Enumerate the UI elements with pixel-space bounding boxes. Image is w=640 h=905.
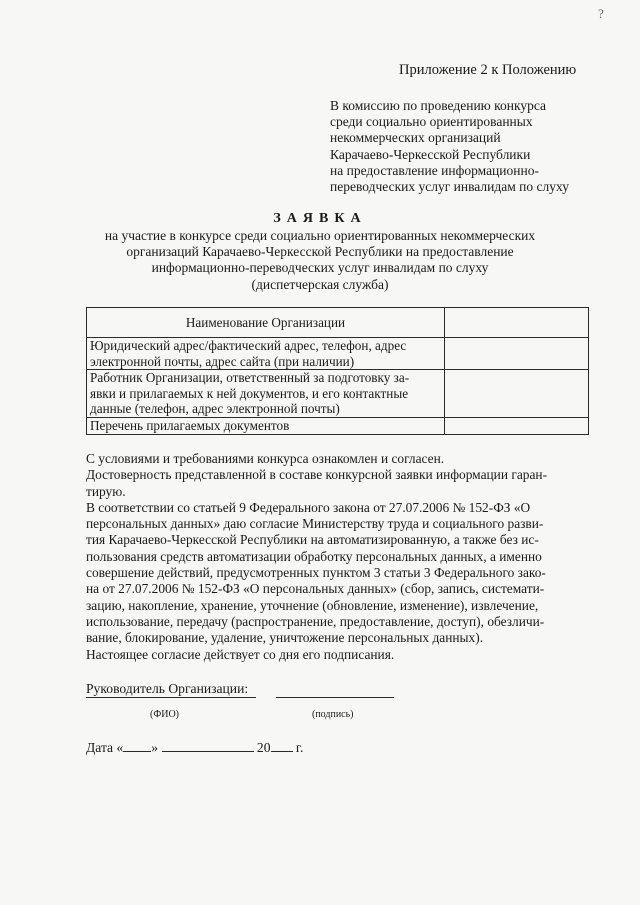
documents-list-value[interactable] [445,417,589,434]
text-line: персональных данных» даю согласие Министерству труда и социального разви- [86,516,544,532]
corner-mark: ? [598,6,604,21]
year-blank[interactable] [271,739,293,752]
cell-line: данные (телефон, адрес электронной почты) [90,401,340,417]
signature-caption: (подпись) [312,709,354,720]
date-mid: » [151,740,159,755]
text-line: тирую. [86,483,126,499]
organization-name-label: Наименование Организации [87,308,445,338]
responsible-person-value[interactable] [445,370,589,418]
responsible-person-label [87,370,445,418]
date-suffix: г. [292,740,304,755]
consent-text [86,451,590,663]
subtitle-line: информационно-переводческих услуг инвалидам по слуху [151,260,489,276]
manager-signature-label: Руководитель Организации: [86,681,249,696]
cell-line: Юридический адрес/фактический адрес, телефон, адрес [90,338,407,353]
text-line: В соответствии со статьей 9 Федерального закона от 27.07.2006 № 152-ФЗ «О [86,499,531,515]
table-row [87,370,589,418]
address-label [87,338,445,370]
addressee-line: среди социально ориентированных [330,114,533,130]
cell-line: электронной почты, адрес сайта (при наличии) [90,353,355,369]
document-subtitle [70,228,570,293]
date-prefix: Дата « [86,740,124,755]
addressee-block [330,98,569,195]
document-title: ЗАЯВКА [273,211,367,226]
day-blank[interactable] [123,739,151,752]
subtitle-line: (диспетчерская служба) [251,276,389,292]
address-value[interactable] [445,338,589,370]
addressee-line: В комиссию по проведению конкурса [330,98,546,113]
month-blank[interactable] [162,739,254,752]
addressee-line: Карачаево-Черкесской Республики [330,146,531,162]
subtitle-line: организаций Карачаево-Черкесской Республики на предоставление [126,244,514,260]
organization-name-value[interactable] [445,308,589,338]
text-line: тия Карачаево-Черкесской Республики на автоматизированную, а также без ис- [86,532,539,548]
fio-caption: (ФИО) [150,709,180,720]
addressee-line: переводческих услуг инвалидам по слуху [330,179,569,195]
fio-line[interactable] [86,697,256,698]
cell-line: Перечень прилагаемых документов [90,417,290,433]
table-row [87,308,589,338]
subtitle-line: на участие в конкурсе среди социально ориентированных некоммерческих [104,228,536,243]
addressee-line: на предоставление информационно- [330,162,539,178]
text-line: вание, блокирование, удаление, уничтожение персональных данных). [86,630,484,646]
date-row [86,739,303,756]
text-line: С условиями и требованиями конкурса ознакомлен и согласен. [86,451,445,466]
documents-list-label [87,417,445,434]
application-table [86,307,589,435]
text-line: Достоверность представленной в составе конкурсной заявки информации гаран- [86,467,548,483]
appendix-reference: Приложение 2 к Положению [399,62,577,78]
text-line: пользования средств автоматизации обработку персональных данных, а именно [86,548,542,564]
table-row [87,417,589,434]
text-line: Настоящее согласие действует со дня его подписания. [86,646,395,662]
addressee-line: некоммерческих организаций [330,130,501,146]
text-line: совершение действий, предусмотренных пунктом 3 статьи 3 Федерального зако- [86,565,546,581]
signature-line[interactable] [276,697,394,698]
cell-line: Работник Организации, ответственный за подготовку за- [90,370,410,386]
text-line: зацию, накопление, хранение, уточнение (обновление, изменение), извлечение, [86,597,539,613]
text-line: на от 27.07.2006 № 152-ФЗ «О персональных данных» (сбор, запись, системати- [86,581,545,597]
cell-line: явки и прилагаемых к ней документов, и его контактные [90,385,409,401]
text-line: использование, передачу (распространение, предоставление, доступ), обезличи- [86,613,545,629]
year-prefix: 20 [256,740,271,755]
table-row [87,338,589,370]
